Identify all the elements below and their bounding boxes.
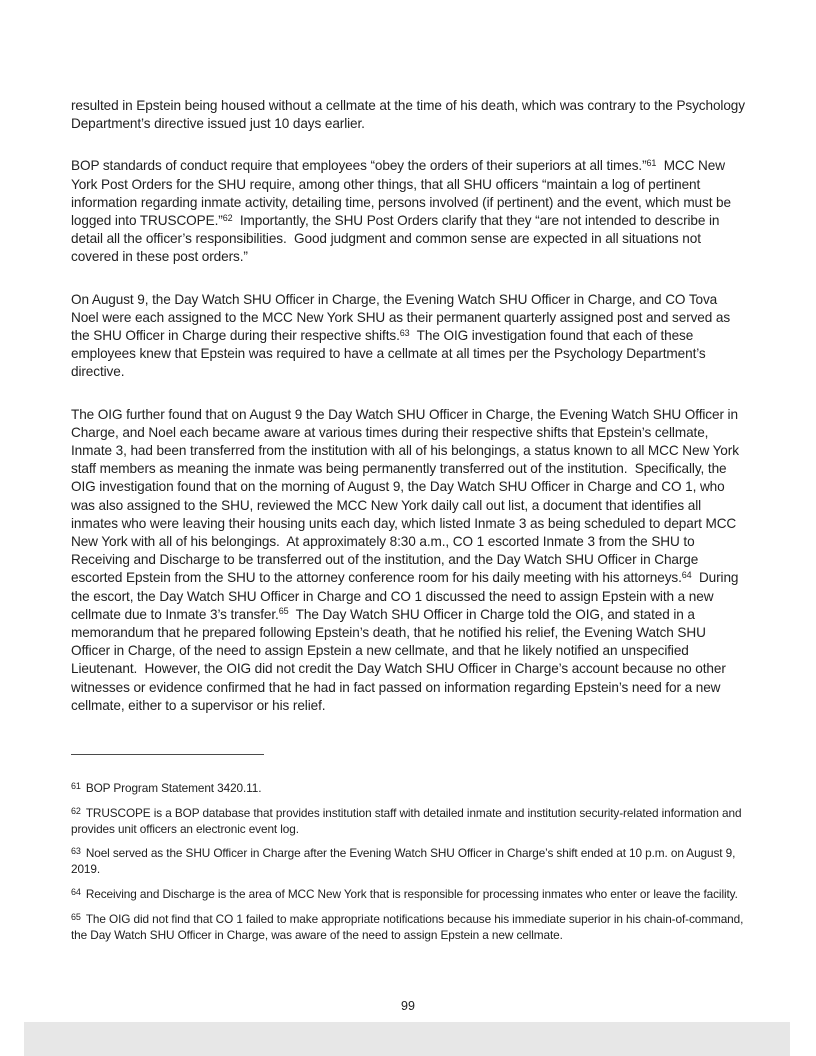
paragraph-text: During the escort, the Day Watch SHU Officer in Charge and CO 1 discussed the need to assign Epstein with a new cellmate due to Inmate 3’s transfer. [71, 570, 743, 622]
footnote-number: 61 [71, 781, 81, 791]
paragraph-text: MCC New York Post Orders for the SHU require, among other things, that all SHU officers “maintain a log of pertinent information regarding inmate activity, detailing time, persons involved (if pertinent) and the event, which must be logged into TRUSCOPE.” [71, 158, 735, 229]
body-text [71, 97, 747, 739]
paragraph-1 [71, 97, 747, 133]
footnotes-section [71, 754, 747, 952]
footnote-63 [71, 846, 747, 878]
footnote-64 [71, 887, 747, 903]
page-number: 99 [401, 999, 415, 1013]
footnote-number: 64 [71, 886, 81, 897]
footnote-ref-63: 63 [399, 327, 410, 338]
footnote-text: BOP Program Statement 3420.11. [85, 781, 262, 795]
footnote-text: TRUSCOPE is a BOP database that provides institution staff with detailed inmate and institution security-related information and provides unit officers an electronic event log. [71, 805, 745, 836]
paragraph-text: The OIG further found that on August 9 the Day Watch SHU Officer in Charge, the Evening Watch SHU Officer in Charge, and Noel each became aware at various times during their respective shifts that Epstein’s cellmate, Inmate 3, had been transferred from the institution with all of his belongings, a status known to all MCC New York staff members as meaning the inmate was being permanently transferred out of the institution. Specifically, the OIG investigation found that on the morning of August 9, the Day Watch SHU Officer in Charge and CO 1, who was also assigned to the SHU, reviewed the MCC New York daily call out list, a document that identifies all inmates who were leaving their housing units each day, which listed Inmate 3 as being scheduled to depart MCC New York with all of his belongings. At approximately 8:30 a.m., CO 1 escorted Inmate 3 from the SHU to Receiving and Discharge to be transferred out of the institution, and the Day Watch SHU Officer in Charge escorted Epstein from the SHU to the attorney conference room for his daily meeting with his attorneys. [71, 406, 743, 586]
paragraph-text: resulted in Epstein being housed without a cellmate at the time of his death, which was contrary to the Psychology Department’s directive issued just 10 days earlier. [71, 98, 749, 132]
paragraph-4 [71, 406, 747, 715]
footnote-number: 62 [71, 805, 81, 816]
paragraph-text: BOP standards of conduct require that employees “obey the orders of their superiors at all times.” [71, 158, 647, 174]
footnote-62 [71, 806, 747, 838]
footnote-ref-62: 62 [222, 212, 233, 223]
footnote-text: Noel served as the SHU Officer in Charge after the Evening Watch SHU Officer in Charge’s shift ended at 10 p.m. on August 9, 2019. [71, 846, 739, 877]
paragraph-text: The Day Watch SHU Officer in Charge told the OIG, and stated in a memorandum that he prepared following Epstein’s death, that he notified his relief, the Evening Watch SHU Officer in Charge, of the need to assign Epstein a new cellmate, and that he likely notified an unspecified Lieutenant. However, the OIG did not credit the Day Watch SHU Officer in Charge’s account because no other witnesses or evidence confirmed that he had in fact passed on information regarding Epstein’s need for a new cellmate, either to a supervisor or his relief. [71, 606, 730, 713]
footnote-text: Receiving and Discharge is the area of MCC New York that is responsible for processing inmates who enter or leave the facility. [85, 886, 738, 901]
paragraph-text: Importantly, the SHU Post Orders clarify that they “are not intended to describe in detail all the officer’s responsibilities. Good judgment and common sense are expected in all situations not covered in these post orders.” [71, 213, 724, 265]
footnote-65 [71, 912, 747, 944]
footnote-ref-64: 64 [681, 569, 692, 580]
paragraph-3 [71, 291, 747, 382]
footnote-ref-61: 61 [646, 157, 657, 168]
footnote-ref-65: 65 [278, 606, 289, 617]
footnote-number: 63 [71, 846, 81, 857]
paragraph-text: The OIG investigation found that each of these employees knew that Epstein was required to have a cellmate at all times per the Psychology Department’s directive. [71, 328, 710, 380]
footer-bar [24, 1022, 790, 1056]
paragraph-text: On August 9, the Day Watch SHU Officer in Charge, the Evening Watch SHU Officer in Charge, and CO Tova Noel were each assigned to the MCC New York SHU as their permanent quarterly assigned post and served as the SHU Officer in Charge during their respective shifts. [71, 291, 734, 344]
paragraph-2 [71, 157, 747, 266]
footnote-text: The OIG did not find that CO 1 failed to make appropriate notifications because his immediate superior in his chain-of-command, the Day Watch SHU Officer in Charge, was aware of the need to assign Epstein a new cellmate. [71, 911, 747, 942]
footnote-divider [71, 754, 264, 755]
footnote-61 [71, 781, 747, 797]
footnote-number: 65 [71, 911, 81, 922]
